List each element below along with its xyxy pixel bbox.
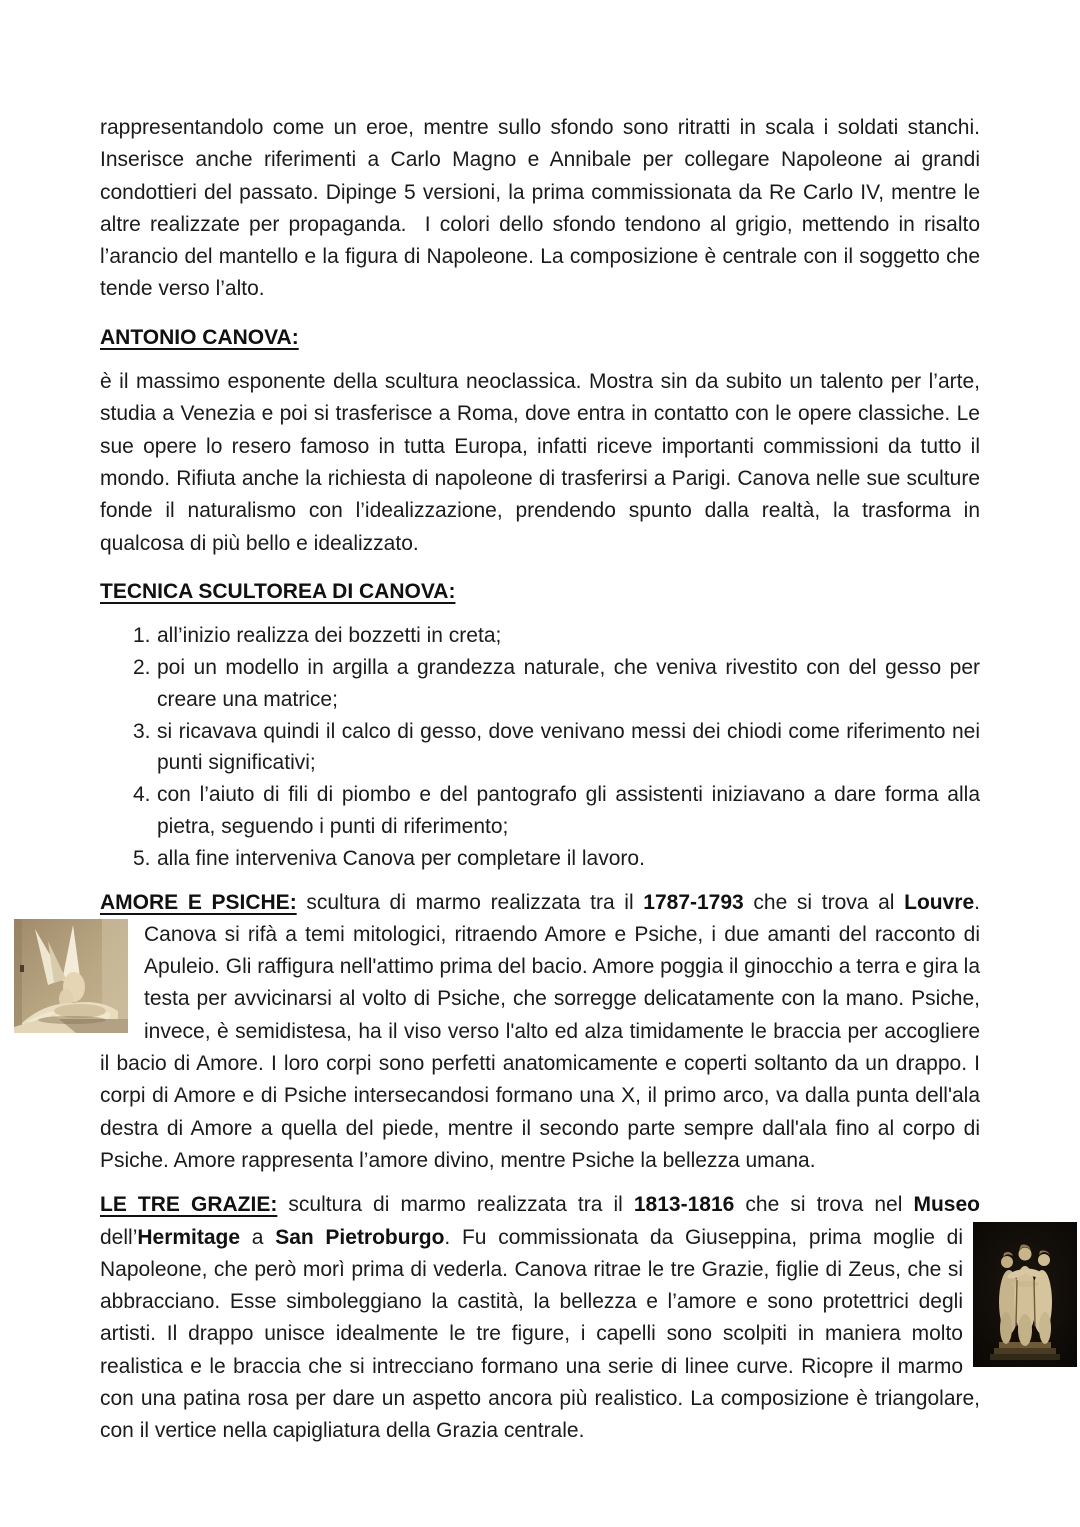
tre-grazie-photo [973, 1222, 1077, 1367]
amore-years: 1787-1793 [643, 890, 744, 914]
amore-psiche-photo [14, 919, 128, 1033]
tecnica-step-4 [133, 779, 980, 843]
heading-antonio-canova: ANTONIO CANOVA: [100, 325, 299, 349]
amore-paragraph [100, 887, 980, 1178]
amore-seg1: scultura di marmo realizzata tra il [296, 890, 644, 914]
grazie-seg1: scultura di marmo realizzata tra il [277, 1193, 634, 1217]
step-number: 4. [133, 783, 151, 807]
napoleone-paragraph: rappresentandolo come un eroe, mentre sullo sfondo sono ritratti in scala i soldati stanchi. Inserisce anche riferimenti a Carlo Magno e Annibale per collegare Napoleone ai grandi condottieri del passato. Dipinge 5 versioni, la prima commissionata da Re Carlo IV, mentre le altre realizzate per propaganda. I colori dello sfondo tendono al grigio, mettendo in risalto l’arancio del mantello e la figura di Napoleone. La composizione è centrale con il soggetto che tende verso l’alto. [100, 116, 980, 301]
heading-tecnica-scultorea: TECNICA SCULTOREA DI CANOVA: [100, 579, 456, 603]
tecnica-step-5 [133, 843, 980, 875]
amore-psiche-sculpture-image [14, 919, 128, 1033]
grazie-museum-name: Hermitage [137, 1225, 241, 1249]
amore-museum: Louvre [904, 890, 975, 914]
tecnica-step-3 [133, 716, 980, 780]
grazie-seg4: a [240, 1225, 276, 1249]
amore-title: AMORE E PSICHE: [100, 890, 297, 914]
grazie-paragraph [100, 1189, 980, 1447]
step-text: all’inizio realizza dei bozzetti in creta; [157, 624, 502, 648]
step-text: poi un modello in argilla a grandezza naturale, che veniva rivestito con del gesso per creare una matrice; [157, 655, 980, 711]
grazie-city: San Pietroburgo [275, 1225, 445, 1249]
canova-paragraph: è il massimo esponente della scultura neoclassica. Mostra sin da subito un talento per l’arte, studia a Venezia e poi si trasferisce a Roma, dove entra in contatto con le opere classiche. Le sue opere lo resero famoso in tutta Europa, infatti riceve importanti commissioni da tutto il mondo. Rifiuta anche la richiesta di napoleone di trasferirsi a Parigi. Canova nelle sue sculture fonde il naturalismo con l’idealizzazione, prendendo spunto dalla realtà, la trasforma in qualcosa di più bello e idealizzato. [100, 370, 980, 555]
step-number: 1. [133, 624, 151, 648]
amore-seg2: che si trova al [743, 890, 905, 914]
step-text: con l’aiuto di fili di piombo e del pantografo gli assistenti iniziavano a dare forma alla pietra, seguendo i punti di riferimento; [157, 783, 980, 838]
grazie-body: . Fu commissionata da Giuseppina, prima moglie di Napoleone, che però morì prima di vederla. Canova ritrae le tre Grazie, figlie di Zeus, che si abbracciano. Esse simboleggiano la castità, la bellezza e l’amore e sono protettrici degli artisti. Il drappo unisce idealmente le tre figure, i capelli sono scolpiti in maniera molto realistica e le braccia che si intrecciano formano una serie di linee curve. Ricopre il marmo con una patina rosa per dare un aspetto ancora più realistico. La composizione è triangolare, con il vertice nella capigliatura della Grazia centrale. [100, 1225, 980, 1443]
tecnica-step-2 [133, 652, 980, 716]
step-number: 2. [133, 655, 151, 679]
tecnica-steps-list [100, 620, 980, 874]
grazie-seg2: che si trova nel [734, 1193, 914, 1217]
grazie-years: 1813-1816 [633, 1193, 735, 1217]
tecnica-step-1 [133, 620, 980, 652]
tre-grazie-sculpture-image [973, 1222, 1077, 1367]
amore-body: . Canova si rifà a temi mitologici, ritraendo Amore e Psiche, i due amanti del racconto di Apuleio. Gli raffigura nell'attimo prima del bacio. Amore poggia il ginocchio a terra e gira la testa per avvicinarsi al volto di Psiche, che sorregge delicatamente con la mano. Psiche, invece, è semidistesa, ha il viso verso l'alto ed alza timidamente le braccia per accogliere il bacio di Amore. I loro corpi sono perfetti anatomicamente e coperti soltanto da un drappo. I corpi di Amore e di Psiche intersecandosi formano una X, il primo arco, va dalla punta dell'ala destra di Amore a quella del piede, mentre il secondo parte sempre dall'ala fino al corpo di Psiche. Amore rappresenta l’amore divino, mentre Psiche la bellezza umana. [100, 890, 980, 1172]
step-number: 3. [133, 719, 151, 743]
step-text: alla fine interveniva Canova per completare il lavoro. [157, 846, 645, 870]
grazie-title: LE TRE GRAZIE: [100, 1193, 278, 1217]
grazie-museum-word: Museo [913, 1193, 980, 1217]
step-number: 5. [133, 846, 151, 870]
grazie-seg3: dell’ [100, 1225, 138, 1249]
step-text: si ricavava quindi il calco di gesso, dove venivano messi dei chiodi come riferimento nei punti significativi; [157, 719, 980, 775]
